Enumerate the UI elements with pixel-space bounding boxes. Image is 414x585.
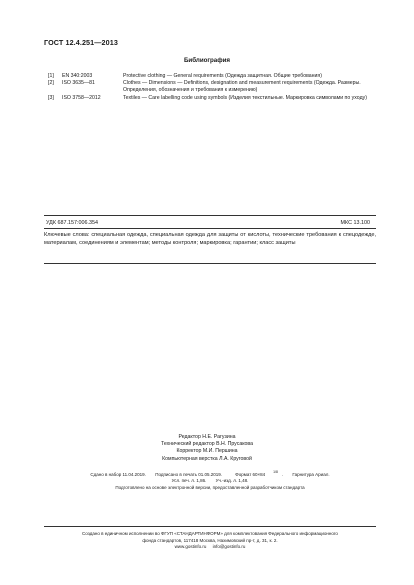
website-link[interactable]: www.gostinfo.ru xyxy=(174,544,207,550)
proofreader-line: Корректор М.И. Першина xyxy=(176,448,238,455)
publisher-sheets: Уч.-изд. л. 1,48. xyxy=(215,478,249,484)
bibliography-item-text: Textiles — Care labelling code using symbols (Изделия текстильные. Маркировка символами по уходу) xyxy=(123,94,367,101)
bibliography-item xyxy=(48,80,378,94)
keywords-divider xyxy=(44,263,376,264)
submitted-date: Сдано в набор 11.04.2019. xyxy=(90,471,146,477)
editorial-staff xyxy=(0,434,414,463)
publisher-contacts xyxy=(44,544,376,551)
udk-divider xyxy=(44,228,376,229)
bibliography-item-standard: ISO 3758—2012 xyxy=(62,94,101,101)
print-info-line1 xyxy=(44,469,376,478)
email-link[interactable]: info@gostinfo.ru xyxy=(212,544,246,550)
bibliography-item xyxy=(48,95,378,102)
format-info: Формат 60×84 1/8 . xyxy=(235,470,284,477)
preparation-note: Подготовлено на основе электронной версии, предоставленной разработчиком стандарта xyxy=(115,485,305,491)
format-fraction: 1/8 xyxy=(273,470,278,474)
format-text: Формат 60×84 xyxy=(235,471,266,477)
udk-code: УДК 687.157:006.354 xyxy=(46,220,98,226)
mks-code: МКС 13.100 xyxy=(340,220,370,226)
print-info xyxy=(44,469,376,492)
publisher-info xyxy=(44,531,376,551)
bottom-divider xyxy=(44,526,376,527)
publisher-line2: фонда стандартов, 117418 Москва, Нахимовский пр-т, д. 31, к. 2. xyxy=(142,537,278,543)
keywords-paragraph: Ключевые слова: специальная одежда, специальная одежда для защиты от кислоты, технические требования к спецодежде, материалам, соединениям и элементам; методы контроля; маркировка; гарантии; класс защиты xyxy=(44,232,376,246)
bibliography-item-number: [2] xyxy=(48,80,54,87)
printed-sheets: Усл. печ. л. 1,86. xyxy=(171,478,207,484)
bibliography-item xyxy=(48,73,378,80)
typeface-info: Гарнитура Ариал. xyxy=(292,471,330,477)
signed-date: Подписано в печать 01.05.2019. xyxy=(155,471,223,477)
top-divider xyxy=(44,215,376,216)
bibliography-title: Библиография xyxy=(183,57,231,64)
publisher-line1: Создано в единичном исполнении во ФГУП «СТАНДАРТИНФОРМ» для комплектования Федерального информационного xyxy=(82,531,338,536)
tech-editor-line: Технический редактор В.Н. Прусакова xyxy=(160,441,253,448)
bibliography-item-number: [1] xyxy=(48,73,54,79)
bibliography-list xyxy=(48,73,378,102)
bibliography-item-number: [3] xyxy=(48,94,54,101)
bibliography-item-standard: ISO 3635—81 xyxy=(62,80,95,87)
bibliography-item-text: Protective clothing — General requirements (Одежда защитная. Общие требования) xyxy=(123,73,322,79)
bibliography-item-standard: EN 340:2003 xyxy=(62,73,93,79)
document-code: ГОСТ 12.4.251—2013 xyxy=(44,38,118,47)
layout-line: Компьютерная верстка Л.А. Круговой xyxy=(162,455,252,462)
bibliography-item-text: Clothes — Dimensions — Definitions, designation and measurement requirements (Одежда. Размеры. Определения, обозначения и требования к измерению) xyxy=(123,80,361,94)
editor-line: Редактор Н.Е. Рагузина xyxy=(178,434,236,440)
